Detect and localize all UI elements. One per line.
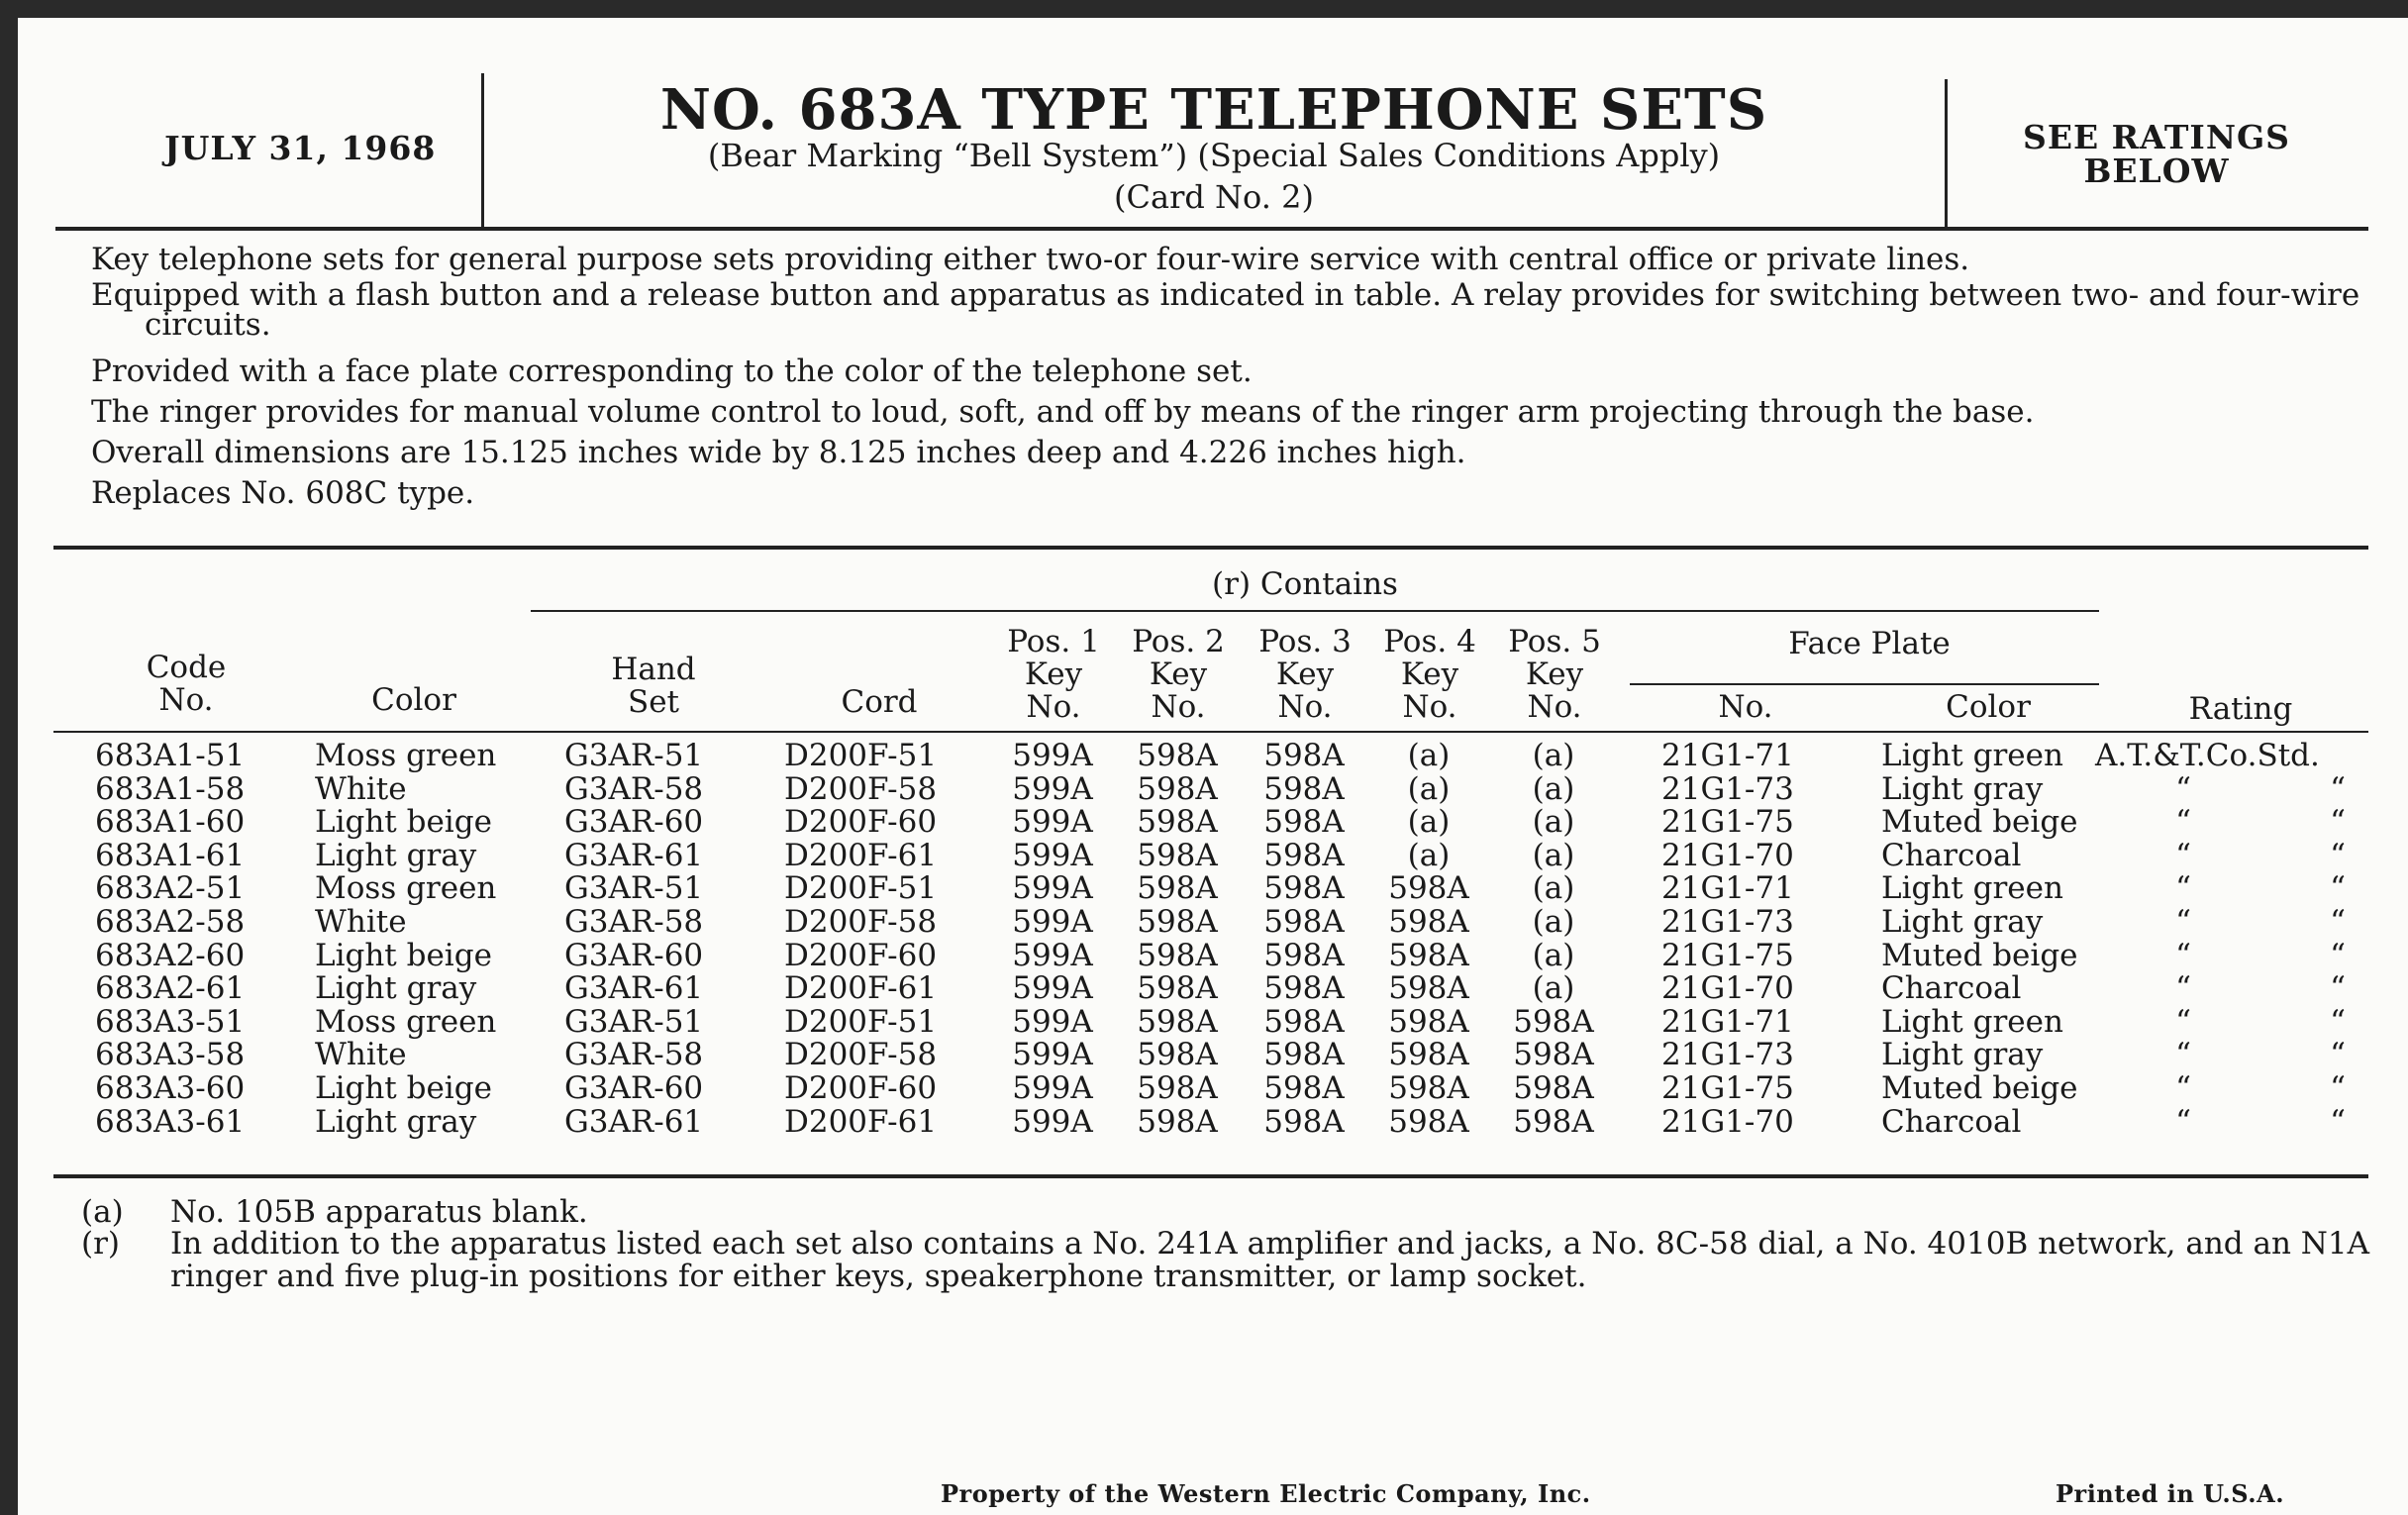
cell-fp-color: Light green	[1881, 1003, 2063, 1040]
cell-pos5: (a)	[1532, 870, 1575, 907]
page-title: NO. 683A TYPE TELEPHONE SETS	[659, 77, 1768, 143]
cell-fp-color: Light gray	[1881, 770, 2044, 807]
cell-pos3: 598A	[1263, 1103, 1345, 1140]
description-line: Overall dimensions are 15.125 inches wide by 8.125 inches deep and 4.226 inches high.	[91, 435, 1466, 470]
header-pos1	[984, 626, 1123, 724]
footer-printed: Printed in U.S.A.	[2056, 1479, 2285, 1508]
header-pos3	[1236, 626, 1374, 724]
table-row	[18, 1005, 2408, 1039]
footnote-r	[81, 1226, 2370, 1297]
header-pos1-line-1: Pos. 1	[1007, 624, 1100, 659]
contains-header: (r) Contains	[1212, 566, 1398, 602]
cell-cord: D200F-58	[784, 770, 938, 807]
cell-pos4: (a)	[1407, 770, 1451, 807]
cell-fp-color: Light green	[1881, 870, 2063, 907]
cell-code: 683A2-61	[95, 970, 246, 1007]
cell-handset: G3AR-60	[564, 937, 704, 973]
cell-fp-color: Charcoal	[1881, 1103, 2022, 1140]
cell-color: Moss green	[315, 1003, 497, 1040]
table-row	[18, 1038, 2408, 1071]
footnote-mark: (r)	[81, 1226, 121, 1262]
cell-rating-ditto: “	[2330, 804, 2346, 841]
cell-fp-no: 21G1-73	[1661, 770, 1794, 807]
cell-fp-no: 21G1-70	[1661, 970, 1794, 1007]
cell-code: 683A3-60	[95, 1070, 246, 1106]
cell-rating-ditto: “	[2330, 1070, 2346, 1106]
ratings-line-2: BELOW	[2083, 152, 2230, 190]
footnote-mark: (a)	[81, 1194, 124, 1230]
footnote-text: In addition to the apparatus listed each set also contains a No. 241A amplifier and jacks, a No. 8C-58 dial, a No. 4010B network, and an N1A ringer and five plug-in positions for either keys, speakerphone transmitter, or lamp socket.	[170, 1226, 2370, 1294]
cell-pos3: 598A	[1263, 970, 1345, 1007]
header-fp-no: No.	[1718, 689, 1773, 725]
cell-fp-color: Charcoal	[1881, 837, 2022, 873]
cell-rating: “	[2175, 1103, 2191, 1140]
cell-pos2: 598A	[1137, 1070, 1218, 1106]
cell-pos3: 598A	[1263, 804, 1345, 841]
cell-pos3: 598A	[1263, 738, 1345, 773]
cell-rating-ditto: “	[2330, 937, 2346, 973]
header-pos2-line-3: No.	[1151, 689, 1206, 725]
cell-color: Light gray	[315, 837, 477, 873]
cell-pos4: (a)	[1407, 804, 1451, 841]
cell-cord: D200F-61	[784, 1103, 938, 1140]
cell-fp-no: 21G1-73	[1661, 904, 1794, 940]
cell-pos5: 598A	[1513, 1070, 1594, 1106]
cell-pos1: 599A	[1012, 1103, 1093, 1140]
header-rule	[55, 227, 2368, 231]
description-line: Replaces No. 608C type.	[91, 475, 475, 511]
table-row	[18, 939, 2408, 972]
cell-pos3: 598A	[1263, 1003, 1345, 1040]
cell-pos3: 598A	[1263, 1070, 1345, 1106]
cell-pos4: 598A	[1388, 937, 1469, 973]
cell-fp-no: 21G1-71	[1661, 738, 1794, 773]
cell-fp-no: 21G1-70	[1661, 837, 1794, 873]
cell-cord: D200F-51	[784, 1003, 938, 1040]
cell-rating: “	[2175, 837, 2191, 873]
header-pos3-line-2: Key	[1275, 656, 1335, 692]
cell-fp-no: 21G1-75	[1661, 804, 1794, 841]
footer-property: Property of the Western Electric Company, Inc.	[941, 1479, 1591, 1508]
header-color: Color	[371, 682, 456, 718]
description-line: Equipped with a flash button and a release button and apparatus as indicated in table. A relay provides for switching between two- and four-wire circuits.	[91, 277, 2360, 343]
cell-rating: “	[2175, 904, 2191, 940]
page-subtitle	[483, 135, 1945, 218]
face-plate-rule	[1630, 683, 2099, 685]
cell-pos2: 598A	[1137, 970, 1218, 1007]
cell-rating-ditto: “	[2330, 770, 2346, 807]
cell-pos2: 598A	[1137, 937, 1218, 973]
header-pos5-line-3: No.	[1527, 689, 1582, 725]
cell-pos2: 598A	[1137, 738, 1218, 773]
description-line: Key telephone sets for general purpose sets providing either two-or four-wire service with central office or private lines.	[91, 242, 1970, 277]
cell-rating: “	[2175, 970, 2191, 1007]
cell-pos5: 598A	[1513, 1003, 1594, 1040]
cell-rating: “	[2175, 1070, 2191, 1106]
cell-pos3: 598A	[1263, 770, 1345, 807]
header-pos5	[1485, 626, 1624, 724]
cell-pos2: 598A	[1137, 904, 1218, 940]
cell-pos4: 598A	[1388, 1003, 1469, 1040]
cell-pos5: (a)	[1532, 937, 1575, 973]
cell-code: 683A2-51	[95, 870, 246, 907]
cell-code: 683A2-60	[95, 937, 246, 973]
table-row	[18, 1071, 2408, 1105]
cell-rating-ditto: “	[2330, 1003, 2346, 1040]
cell-handset: G3AR-61	[564, 970, 704, 1007]
header-pos2-line-1: Pos. 2	[1132, 624, 1225, 659]
table-row	[18, 739, 2408, 772]
cell-pos4: 598A	[1388, 870, 1469, 907]
cell-pos5: (a)	[1532, 738, 1575, 773]
cell-pos2: 598A	[1137, 837, 1218, 873]
footnote-a	[81, 1196, 2358, 1230]
cell-fp-color: Muted beige	[1881, 804, 2078, 841]
cell-pos5: 598A	[1513, 1103, 1594, 1140]
cell-cord: D200F-61	[784, 837, 938, 873]
cell-pos4: 598A	[1388, 1037, 1469, 1073]
cell-handset: G3AR-61	[564, 837, 704, 873]
ratings-note	[1958, 118, 2355, 190]
cell-pos2: 598A	[1137, 804, 1218, 841]
cell-pos1: 599A	[1012, 1003, 1093, 1040]
header-pos4-line-1: Pos. 4	[1383, 624, 1476, 659]
header-pos1-line-3: No.	[1026, 689, 1081, 725]
cell-pos1: 599A	[1012, 937, 1093, 973]
cell-color: Moss green	[315, 738, 497, 773]
cell-cord: D200F-61	[784, 970, 938, 1007]
cell-color: Light gray	[315, 1103, 477, 1140]
cell-pos4: (a)	[1407, 738, 1451, 773]
cell-handset: G3AR-58	[564, 1037, 704, 1073]
cell-code: 683A3-61	[95, 1103, 246, 1140]
header-pos4-line-3: No.	[1402, 689, 1457, 725]
header-pos5-line-1: Pos. 5	[1508, 624, 1601, 659]
cell-pos5: (a)	[1532, 904, 1575, 940]
cell-handset: G3AR-51	[564, 870, 704, 907]
cell-fp-no: 21G1-75	[1661, 1070, 1794, 1106]
table-row	[18, 971, 2408, 1005]
description-line: The ringer provides for manual volume control to loud, soft, and off by means of the ringer arm projecting through the base.	[91, 394, 2035, 430]
cell-cord: D200F-51	[784, 870, 938, 907]
cell-rating-ditto: “	[2330, 870, 2346, 907]
cell-handset: G3AR-60	[564, 804, 704, 841]
cell-code: 683A3-51	[95, 1003, 246, 1040]
header-code	[77, 652, 295, 717]
cell-pos2: 598A	[1137, 770, 1218, 807]
cell-fp-color: Muted beige	[1881, 1070, 2078, 1106]
table-header-rule	[53, 731, 2368, 733]
cell-pos3: 598A	[1263, 870, 1345, 907]
cell-handset: G3AR-51	[564, 738, 704, 773]
header-rating: Rating	[2188, 691, 2293, 727]
cell-color: White	[315, 770, 407, 807]
cell-pos1: 599A	[1012, 970, 1093, 1007]
cell-handset: G3AR-58	[564, 770, 704, 807]
header-pos2	[1109, 626, 1248, 724]
cell-pos5: (a)	[1532, 970, 1575, 1007]
header-pos3-line-1: Pos. 3	[1258, 624, 1352, 659]
description-rule	[53, 546, 2368, 550]
cell-cord: D200F-58	[784, 1037, 938, 1073]
table-row	[18, 805, 2408, 839]
header-pos5-line-2: Key	[1525, 656, 1584, 692]
cell-rating: “	[2175, 937, 2191, 973]
cell-pos1: 599A	[1012, 804, 1093, 841]
cell-rating: A.T.&T.Co.Std.	[2095, 738, 2320, 773]
cell-code: 683A1-51	[95, 738, 246, 773]
cell-pos1: 599A	[1012, 837, 1093, 873]
cell-rating: “	[2175, 1003, 2191, 1040]
cell-rating: “	[2175, 770, 2191, 807]
cell-code: 683A1-58	[95, 770, 246, 807]
header-handset-line-2: Set	[627, 684, 680, 720]
header-pos1-line-2: Key	[1024, 656, 1083, 692]
cell-rating: “	[2175, 804, 2191, 841]
header-code-line-2: No.	[158, 682, 214, 718]
table-row	[18, 1105, 2408, 1139]
header-cord: Cord	[841, 684, 918, 720]
cell-pos4: 598A	[1388, 970, 1469, 1007]
cell-pos5: (a)	[1532, 837, 1575, 873]
cell-cord: D200F-60	[784, 804, 938, 841]
cell-fp-no: 21G1-70	[1661, 1103, 1794, 1140]
description-line: Provided with a face plate corresponding to the color of the telephone set.	[91, 354, 1253, 389]
cell-fp-color: Muted beige	[1881, 937, 2078, 973]
cell-pos1: 599A	[1012, 770, 1093, 807]
cell-rating-ditto: “	[2330, 904, 2346, 940]
cell-handset: G3AR-58	[564, 904, 704, 940]
header-face-plate: Face Plate	[1788, 626, 1951, 661]
cell-pos5: (a)	[1532, 770, 1575, 807]
cell-handset: G3AR-61	[564, 1103, 704, 1140]
catalog-card	[18, 18, 2408, 1515]
cell-handset: G3AR-51	[564, 1003, 704, 1040]
cell-rating-ditto: “	[2330, 1037, 2346, 1073]
cell-pos3: 598A	[1263, 837, 1345, 873]
cell-fp-color: Light gray	[1881, 1037, 2044, 1073]
header-pos2-line-2: Key	[1149, 656, 1208, 692]
cell-color: White	[315, 904, 407, 940]
header-fp-color: Color	[1946, 689, 2031, 725]
cell-rating: “	[2175, 1037, 2191, 1073]
subtitle-line-1: (Bear Marking “Bell System”) (Special Sales Conditions Apply)	[707, 137, 1721, 174]
cell-code: 683A3-58	[95, 1037, 246, 1073]
cell-fp-color: Light gray	[1881, 904, 2044, 940]
cell-pos4: 598A	[1388, 904, 1469, 940]
cell-pos1: 599A	[1012, 1037, 1093, 1073]
cell-cord: D200F-60	[784, 937, 938, 973]
cell-fp-color: Light green	[1881, 738, 2063, 773]
cell-pos1: 599A	[1012, 904, 1093, 940]
description	[91, 240, 2378, 514]
header-divider-right	[1945, 79, 1948, 230]
table-bottom-rule	[53, 1174, 2368, 1178]
cell-pos1: 599A	[1012, 738, 1093, 773]
cell-pos2: 598A	[1137, 1037, 1218, 1073]
ratings-line-1: SEE RATINGS	[2022, 118, 2291, 156]
cell-cord: D200F-58	[784, 904, 938, 940]
cell-fp-no: 21G1-75	[1661, 937, 1794, 973]
cell-pos2: 598A	[1137, 1103, 1218, 1140]
cell-rating: “	[2175, 870, 2191, 907]
cell-pos2: 598A	[1137, 870, 1218, 907]
cell-pos5: 598A	[1513, 1037, 1594, 1073]
header-pos3-line-3: No.	[1277, 689, 1333, 725]
cell-color: Light beige	[315, 804, 492, 841]
header-code-line-1: Code	[146, 650, 227, 685]
table-row	[18, 772, 2408, 806]
cell-pos4: (a)	[1407, 837, 1451, 873]
cell-color: Light gray	[315, 970, 477, 1007]
cell-color: Light beige	[315, 937, 492, 973]
contains-rule	[531, 610, 2099, 612]
table-row	[18, 871, 2408, 905]
cell-pos3: 598A	[1263, 904, 1345, 940]
cell-cord: D200F-51	[784, 738, 938, 773]
footnote-text: No. 105B apparatus blank.	[170, 1194, 588, 1230]
cell-pos4: 598A	[1388, 1103, 1469, 1140]
cell-pos1: 599A	[1012, 870, 1093, 907]
header-handset-line-1: Hand	[611, 652, 696, 687]
card-date: JULY 31, 1968	[164, 129, 437, 167]
cell-pos5: (a)	[1532, 804, 1575, 841]
cell-pos3: 598A	[1263, 937, 1345, 973]
cell-pos1: 599A	[1012, 1070, 1093, 1106]
cell-cord: D200F-60	[784, 1070, 938, 1106]
cell-rating-ditto: “	[2330, 837, 2346, 873]
cell-rating-ditto: “	[2330, 1103, 2346, 1140]
header-pos4	[1360, 626, 1499, 724]
cell-color: Light beige	[315, 1070, 492, 1106]
cell-pos2: 598A	[1137, 1003, 1218, 1040]
table-row	[18, 905, 2408, 939]
cell-code: 683A2-58	[95, 904, 246, 940]
header-pos4-line-2: Key	[1400, 656, 1459, 692]
cell-handset: G3AR-60	[564, 1070, 704, 1106]
cell-fp-no: 21G1-71	[1661, 1003, 1794, 1040]
cell-color: Moss green	[315, 870, 497, 907]
cell-pos4: 598A	[1388, 1070, 1469, 1106]
cell-code: 683A1-60	[95, 804, 246, 841]
cell-fp-color: Charcoal	[1881, 970, 2022, 1007]
cell-color: White	[315, 1037, 407, 1073]
cell-fp-no: 21G1-71	[1661, 870, 1794, 907]
header-handset	[545, 654, 762, 719]
subtitle-line-2: (Card No. 2)	[1114, 178, 1314, 216]
cell-code: 683A1-61	[95, 837, 246, 873]
cell-rating-ditto: “	[2330, 970, 2346, 1007]
cell-pos3: 598A	[1263, 1037, 1345, 1073]
cell-fp-no: 21G1-73	[1661, 1037, 1794, 1073]
table-row	[18, 839, 2408, 872]
